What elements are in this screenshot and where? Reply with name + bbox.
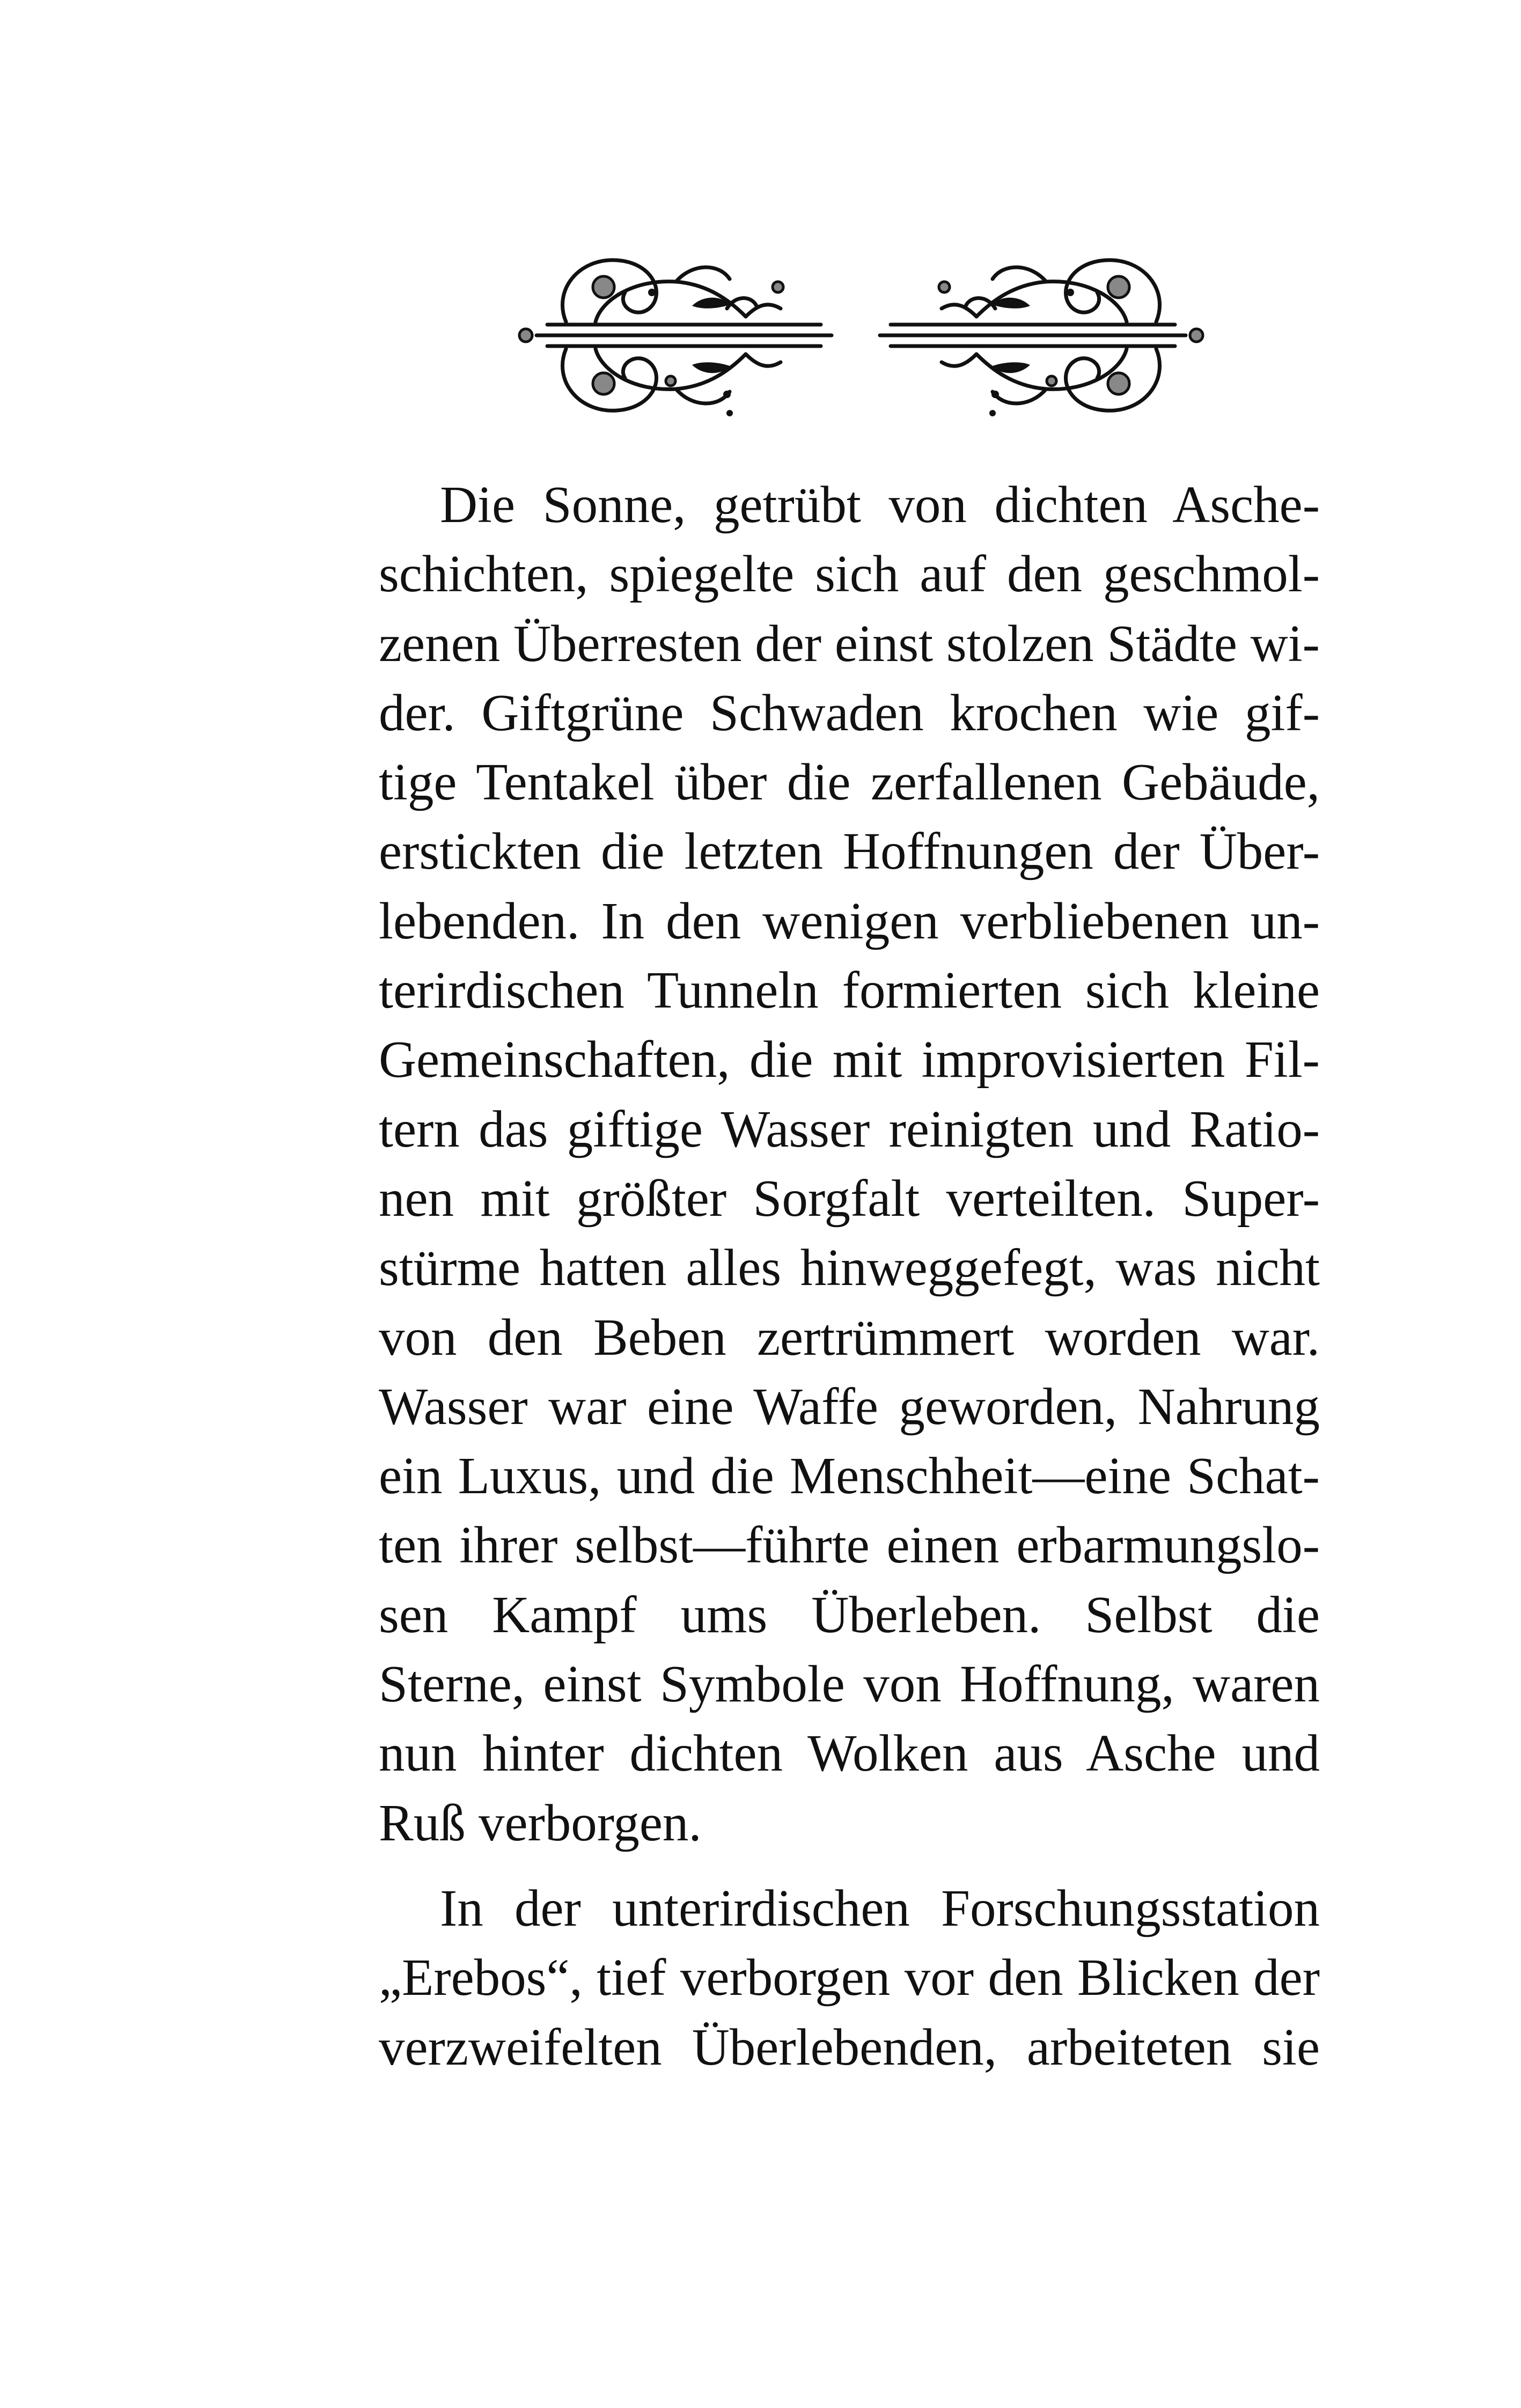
- body-text: [379, 470, 1320, 2082]
- text-line: erstickten die letzten Hoffnungen der Über-: [379, 823, 1320, 880]
- text-line: Die Sonne, getrübt von dichten Asche-: [440, 476, 1320, 533]
- text-line: tige Tentakel über die zerfallenen Gebäude,: [379, 753, 1320, 811]
- text-line: terirdischen Tunneln formierten sich kleine: [379, 961, 1320, 1019]
- text-line: nun hinter dichten Wolken aus Asche und: [379, 1724, 1320, 1782]
- text-line: nen mit größter Sorgfalt verteilten. Super-: [379, 1169, 1320, 1227]
- text-line: schichten, spiegelte sich auf den geschmol-: [379, 545, 1320, 603]
- text-line: ein Luxus, und die Menschheit—eine Schat-: [379, 1447, 1320, 1505]
- text-line: ten ihrer selbst—führte einen erbarmungslo-: [379, 1516, 1320, 1574]
- text-line: lebenden. In den wenigen verbliebenen un-: [379, 892, 1320, 950]
- text-line: von den Beben zertrümmert worden war.: [379, 1308, 1320, 1366]
- text-line: „Erebos“, tief verborgen vor den Blicken der: [379, 1949, 1320, 2007]
- paragraph: [379, 1874, 1320, 2082]
- text-line: sen Kampf ums Überleben. Selbst die: [379, 1585, 1320, 1643]
- text-line: Ruß verborgen.: [379, 1794, 702, 1852]
- text-line: verzweifelten Überlebenden, arbeiteten sie: [379, 2018, 1320, 2076]
- text-line: zenen Überresten der einst stolzen Städte wi-: [379, 614, 1320, 672]
- text-line: Gemeinschaften, die mit improvisierten Fil-: [379, 1031, 1320, 1089]
- text-line: In der unterirdischen Forschungsstation: [440, 1879, 1320, 1937]
- text-line: Sterne, einst Symbole von Hoffnung, waren: [379, 1655, 1320, 1713]
- paragraph: [379, 470, 1320, 1858]
- text-line: der. Giftgrüne Schwaden krochen wie gif-: [379, 684, 1320, 742]
- text-line: stürme hatten alles hinweggefegt, was nicht: [379, 1239, 1320, 1297]
- flourish-divider-icon: [515, 241, 1207, 432]
- text-line: Wasser war eine Waffe geworden, Nahrung: [379, 1377, 1320, 1435]
- text-line: tern das giftige Wasser reinigten und Ratio-: [379, 1100, 1320, 1158]
